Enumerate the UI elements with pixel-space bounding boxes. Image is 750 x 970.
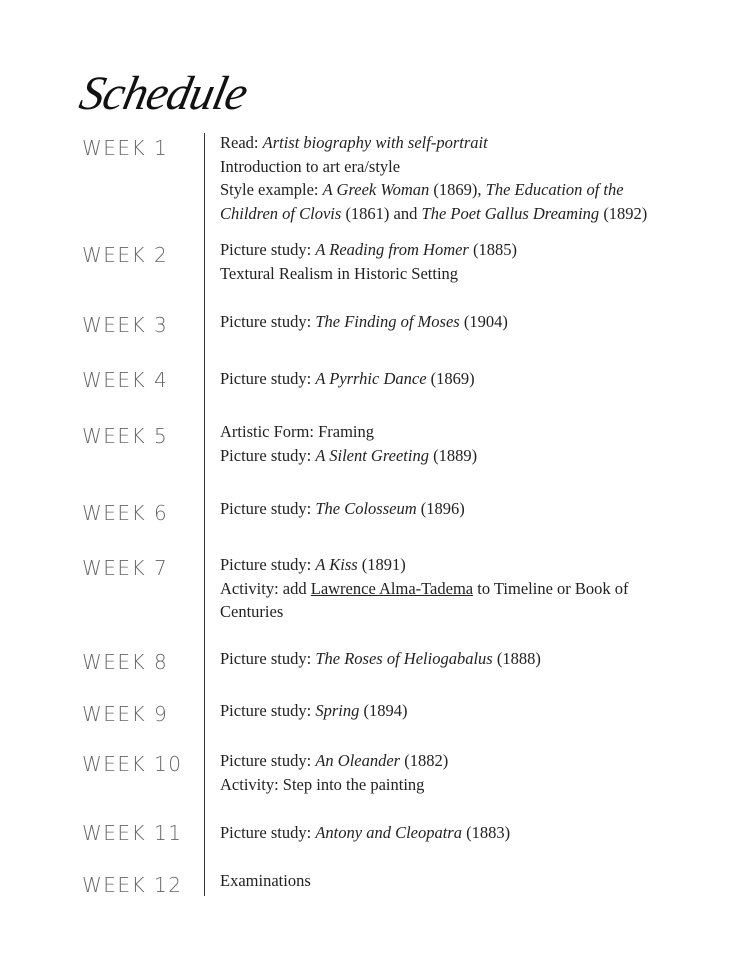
week-label: WEEK 6 <box>82 501 169 525</box>
week-entry: Picture study: Spring (1894) <box>220 701 408 720</box>
week-entry: Picture study: The Finding of Moses (1904) <box>220 312 508 331</box>
week-label: WEEK 8 <box>82 650 169 674</box>
week-entry: Examinations <box>220 871 311 890</box>
week-entry: Picture study: Antony and Cleopatra (1883) <box>220 823 511 842</box>
week-label: WEEK 10 <box>82 752 183 776</box>
page-title: Schedule <box>75 67 252 120</box>
week-label: WEEK 12 <box>82 873 183 897</box>
week-entry: Picture study: The Colosseum (1896) <box>220 499 465 518</box>
week-label: WEEK 9 <box>82 702 169 726</box>
week-entry: Picture study: An Oleander (1882) Activity: Step into the painting <box>220 751 449 794</box>
week-label: WEEK 5 <box>82 424 169 448</box>
week-label: WEEK 7 <box>82 556 169 580</box>
week-label: WEEK 3 <box>82 313 169 337</box>
week-entry: Read: Artist biography with self-portrait Introduction to art era/style Style example: A Greek Woman (1869), The Education of the Children of Clovis (1861) and The Poet Gallus Dreaming (1892) <box>220 133 648 223</box>
artist-link[interactable]: Lawrence Alma-Tadema <box>310 578 474 598</box>
week-entry: Picture study: A Pyrrhic Dance (1869) <box>220 369 475 388</box>
week-entry: Picture study: A Kiss (1891) Activity: add Lawrence Alma-Tadema to Timeline or Book of Centuries <box>220 555 629 621</box>
week-label: WEEK 4 <box>82 368 169 392</box>
week-entry: Artistic Form: Framing Picture study: A Silent Greeting (1889) <box>220 422 478 465</box>
week-label: WEEK 2 <box>82 243 169 267</box>
week-label: WEEK 11 <box>82 821 183 845</box>
week-label: WEEK 1 <box>82 136 169 160</box>
week-entry: Picture study: The Roses of Heliogabalus (1888) <box>220 649 541 668</box>
column-divider <box>204 133 205 896</box>
week-entry: Picture study: A Reading from Homer (1885) Textural Realism in Historic Setting <box>220 240 517 283</box>
